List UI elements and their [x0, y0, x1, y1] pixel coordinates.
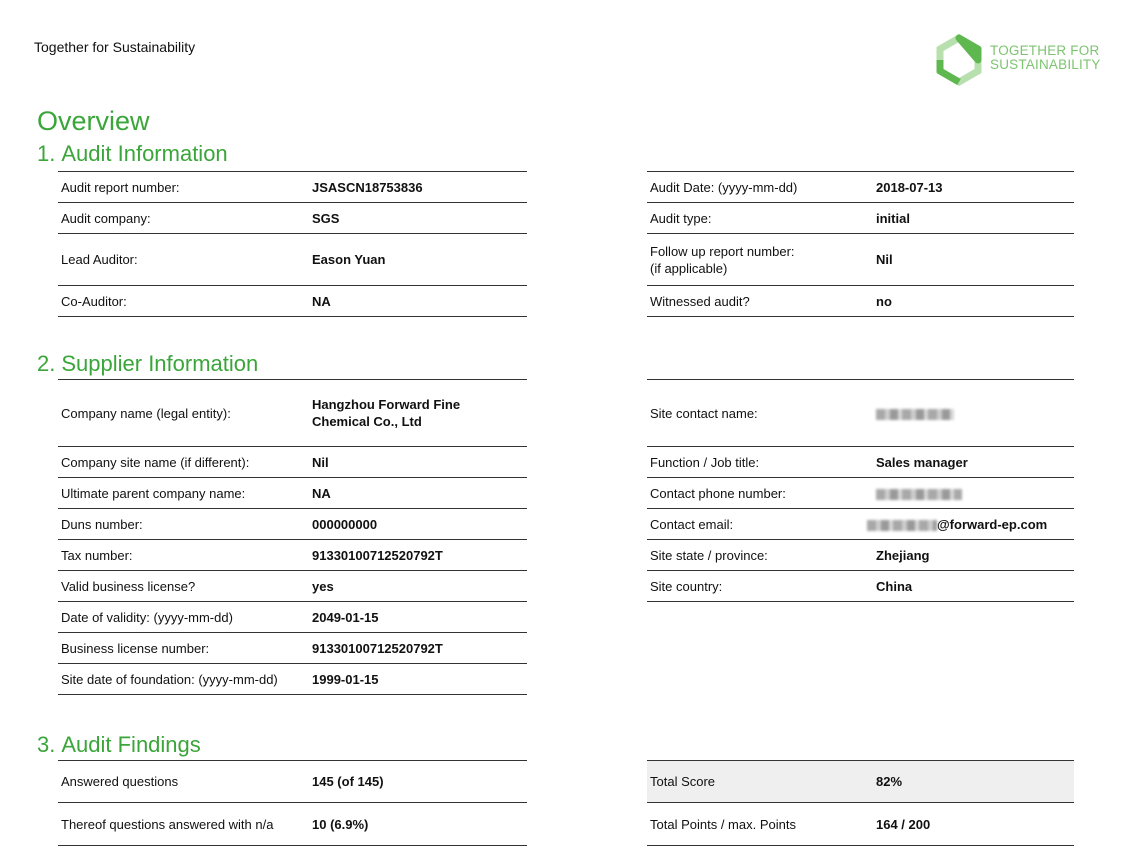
table-row	[647, 172, 1074, 203]
section-heading-supplier	[37, 351, 258, 377]
section-title: Audit Information	[61, 141, 228, 166]
section-heading-audit	[37, 141, 228, 167]
field-value: Nil	[873, 234, 1074, 286]
tfs-logo	[934, 34, 1101, 86]
section-number: 1.	[37, 141, 56, 166]
table-row	[647, 509, 1074, 540]
table-row	[647, 286, 1074, 317]
field-label: Contact email:	[647, 509, 873, 540]
field-label: Witnessed audit?	[647, 286, 873, 317]
redacted-email-user	[867, 520, 937, 531]
field-value: 10 (6.9%)	[309, 803, 527, 846]
field-value	[873, 380, 1074, 447]
field-label: Lead Auditor:	[58, 234, 309, 286]
section-number: 3.	[37, 732, 56, 757]
field-value: 91330100712520792T	[309, 633, 527, 664]
field-value: 91330100712520792T	[309, 540, 527, 571]
field-value: 000000000	[309, 509, 527, 540]
field-value: NA	[309, 286, 527, 317]
field-value: Zhejiang	[873, 540, 1074, 571]
table-row	[647, 203, 1074, 234]
table-row	[58, 203, 527, 234]
field-label: Duns number:	[58, 509, 309, 540]
field-label: Thereof questions answered with n/a	[58, 803, 309, 846]
field-label: Business license number:	[58, 633, 309, 664]
field-value: 2018-07-13	[873, 172, 1074, 203]
field-label: Answered questions	[58, 761, 309, 803]
section-title: Audit Findings	[61, 732, 201, 757]
findings-right-table	[647, 760, 1074, 846]
table-row	[58, 633, 527, 664]
field-label: Audit type:	[647, 203, 873, 234]
document-header-title: Together for Sustainability	[34, 39, 196, 55]
table-row	[58, 447, 527, 478]
field-value: SGS	[309, 203, 527, 234]
field-label: Tax number:	[58, 540, 309, 571]
field-label: Function / Job title:	[647, 447, 873, 478]
field-value: 145 (of 145)	[309, 761, 527, 803]
field-label: Audit company:	[58, 203, 309, 234]
redacted-phone	[876, 489, 962, 500]
table-row	[58, 478, 527, 509]
section-title: Supplier Information	[61, 351, 259, 376]
field-value: China	[873, 571, 1074, 602]
field-value: yes	[309, 571, 527, 602]
table-row	[58, 172, 527, 203]
field-label: Site state / province:	[647, 540, 873, 571]
field-value	[873, 509, 1074, 540]
table-row	[647, 761, 1074, 803]
table-row	[647, 380, 1074, 447]
field-value: 82%	[873, 761, 1074, 803]
table-row	[58, 602, 527, 633]
field-label: Audit report number:	[58, 172, 309, 203]
field-label: Total Score	[647, 761, 873, 803]
field-value: Eason Yuan	[309, 234, 527, 286]
field-label: Total Points / max. Points	[647, 803, 873, 846]
table-row	[58, 571, 527, 602]
field-label: Company site name (if different):	[58, 447, 309, 478]
table-row	[58, 234, 527, 286]
field-value-line2: Chemical Co., Ltd	[312, 414, 422, 429]
table-row	[647, 571, 1074, 602]
field-label: Audit Date: (yyyy-mm-dd)	[647, 172, 873, 203]
field-label: Company name (legal entity):	[58, 380, 309, 447]
field-value-line1: Hangzhou Forward Fine	[312, 397, 461, 412]
supplier-info-left-table	[58, 379, 527, 695]
table-row	[647, 478, 1074, 509]
table-row	[58, 509, 527, 540]
field-value	[309, 380, 527, 447]
logo-text-line2: SUSTAINABILITY	[990, 57, 1101, 72]
section-heading-findings	[37, 732, 201, 758]
field-label-line1: Follow up report number:	[650, 243, 795, 259]
table-row	[647, 540, 1074, 571]
section-number: 2.	[37, 351, 56, 376]
field-value: no	[873, 286, 1074, 317]
field-value: 164 / 200	[873, 803, 1074, 846]
field-value: Nil	[309, 447, 527, 478]
field-value: JSASCN18753836	[309, 172, 527, 203]
overview-title: Overview	[37, 106, 150, 136]
findings-left-table	[58, 760, 527, 846]
field-label: Ultimate parent company name:	[58, 478, 309, 509]
table-row	[58, 286, 527, 317]
redacted-name	[876, 409, 954, 420]
field-label	[647, 234, 873, 286]
field-label: Contact phone number:	[647, 478, 873, 509]
table-row	[58, 380, 527, 447]
table-row	[58, 803, 527, 846]
table-row	[647, 803, 1074, 846]
audit-info-left-table	[58, 171, 527, 317]
email-domain: @forward-ep.com	[937, 516, 1048, 532]
field-label: Valid business license?	[58, 571, 309, 602]
table-row	[647, 234, 1074, 286]
field-value: 2049-01-15	[309, 602, 527, 633]
field-label: Site country:	[647, 571, 873, 602]
logo-text-line1: TOGETHER FOR	[990, 43, 1100, 58]
table-row	[58, 664, 527, 695]
table-row	[58, 761, 527, 803]
field-label: Co-Auditor:	[58, 286, 309, 317]
field-label: Site date of foundation: (yyyy-mm-dd)	[58, 664, 309, 695]
table-row	[647, 447, 1074, 478]
supplier-info-right-table	[647, 379, 1074, 602]
field-label-line2: (if applicable)	[650, 260, 728, 276]
field-value	[873, 478, 1074, 509]
field-value: initial	[873, 203, 1074, 234]
field-label: Site contact name:	[647, 380, 873, 447]
table-row	[58, 540, 527, 571]
hexagon-logo-icon	[934, 34, 984, 86]
field-label: Date of validity: (yyyy-mm-dd)	[58, 602, 309, 633]
field-value: 1999-01-15	[309, 664, 527, 695]
field-value: NA	[309, 478, 527, 509]
logo-text	[990, 44, 1101, 72]
audit-info-right-table	[647, 171, 1074, 317]
field-value: Sales manager	[873, 447, 1074, 478]
